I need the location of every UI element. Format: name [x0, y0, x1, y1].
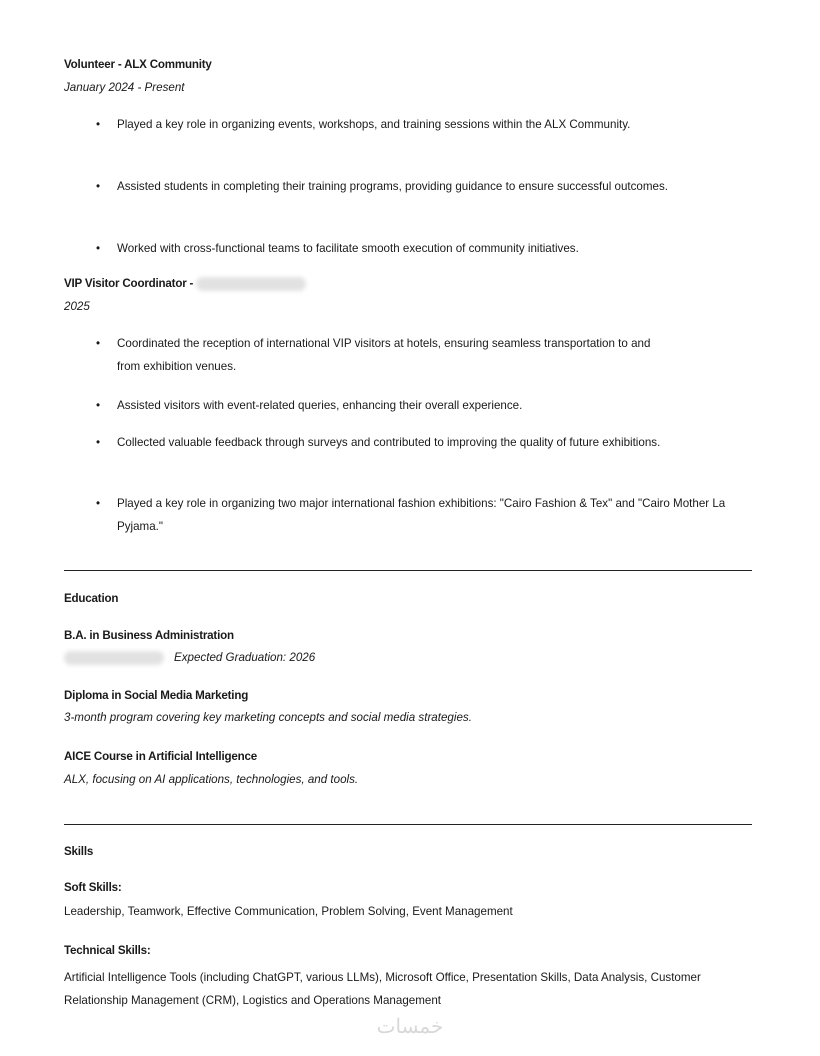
list-item: • Assisted students in completing their training programs, providing guidance to ensure successful outcomes.	[96, 175, 756, 198]
redacted-company	[196, 277, 306, 291]
bullet-text: Played a key role in organizing events, workshops, and training sessions within the ALX Community.	[117, 118, 631, 131]
job-title: Volunteer - ALX Community	[64, 58, 212, 71]
bullet-text: Assisted visitors with event-related queries, enhancing their overall experience.	[117, 399, 523, 412]
list-item: • Played a key role in organizing events, workshops, and training sessions within the ALX Community.	[96, 113, 716, 136]
education-detail: ALX, focusing on AI applications, technologies, and tools.	[64, 773, 359, 786]
section-divider	[64, 824, 752, 825]
education-title: AICE Course in Artificial Intelligence	[64, 750, 257, 763]
list-item: • Assisted visitors with event-related queries, enhancing their overall experience.	[96, 394, 756, 417]
soft-skills: Leadership, Teamwork, Effective Communication, Problem Solving, Event Management	[64, 905, 513, 918]
bullet-text: Assisted students in completing their training programs, providing guidance to ensure successful outcomes.	[117, 180, 668, 193]
bullet-text: Worked with cross-functional teams to facilitate smooth execution of community initiatives.	[117, 242, 579, 255]
soft-skills-label: Soft Skills:	[64, 881, 122, 894]
bullet-text: Played a key role in organizing two major international fashion exhibitions: "Cairo Fashion & Tex" and "Cairo Mother La Pyjama."	[117, 497, 726, 533]
section-heading-education: Education	[64, 592, 119, 605]
technical-skills: Artificial Intelligence Tools (including ChatGPT, various LLMs), Microsoft Office, Presentation Skills, Data Analysis, Customer Relationship Management (CRM), Logistics and Operations Management	[64, 971, 701, 1007]
technical-skills-label: Technical Skills:	[64, 944, 151, 957]
list-item: • Worked with cross-functional teams to facilitate smooth execution of community initiatives.	[96, 237, 756, 260]
education-detail-row	[64, 651, 315, 665]
bullet-text: Coordinated the reception of international VIP visitors at hotels, ensuring seamless transportation to and from exhibition venues.	[117, 337, 651, 373]
education-title: B.A. in Business Administration	[64, 629, 234, 642]
watermark-logo: خمسات	[376, 1016, 444, 1038]
section-divider	[64, 570, 752, 571]
list-item: • Played a key role in organizing two major international fashion exhibitions: "Cairo Fashion & Tex" and "Cairo Mother La Pyjama."	[96, 492, 756, 538]
job-date: 2025	[64, 300, 90, 313]
redacted-institution	[64, 651, 164, 665]
education-title: Diploma in Social Media Marketing	[64, 689, 249, 702]
section-heading-skills: Skills	[64, 845, 94, 858]
job-date: January 2024 - Present	[64, 81, 185, 94]
job-title-row	[64, 277, 306, 291]
education-detail: 3-month program covering key marketing concepts and social media strategies.	[64, 711, 472, 724]
job-title: VIP Visitor Coordinator -	[64, 277, 194, 291]
list-item: • Collected valuable feedback through surveys and contributed to improving the quality of future exhibitions.	[96, 431, 756, 454]
education-detail: Expected Graduation: 2026	[174, 651, 316, 665]
list-item: • Coordinated the reception of international VIP visitors at hotels, ensuring seamless transportation to and from exhibition venues.	[96, 332, 676, 378]
bullet-text: Collected valuable feedback through surveys and contributed to improving the quality of future exhibitions.	[117, 436, 661, 449]
